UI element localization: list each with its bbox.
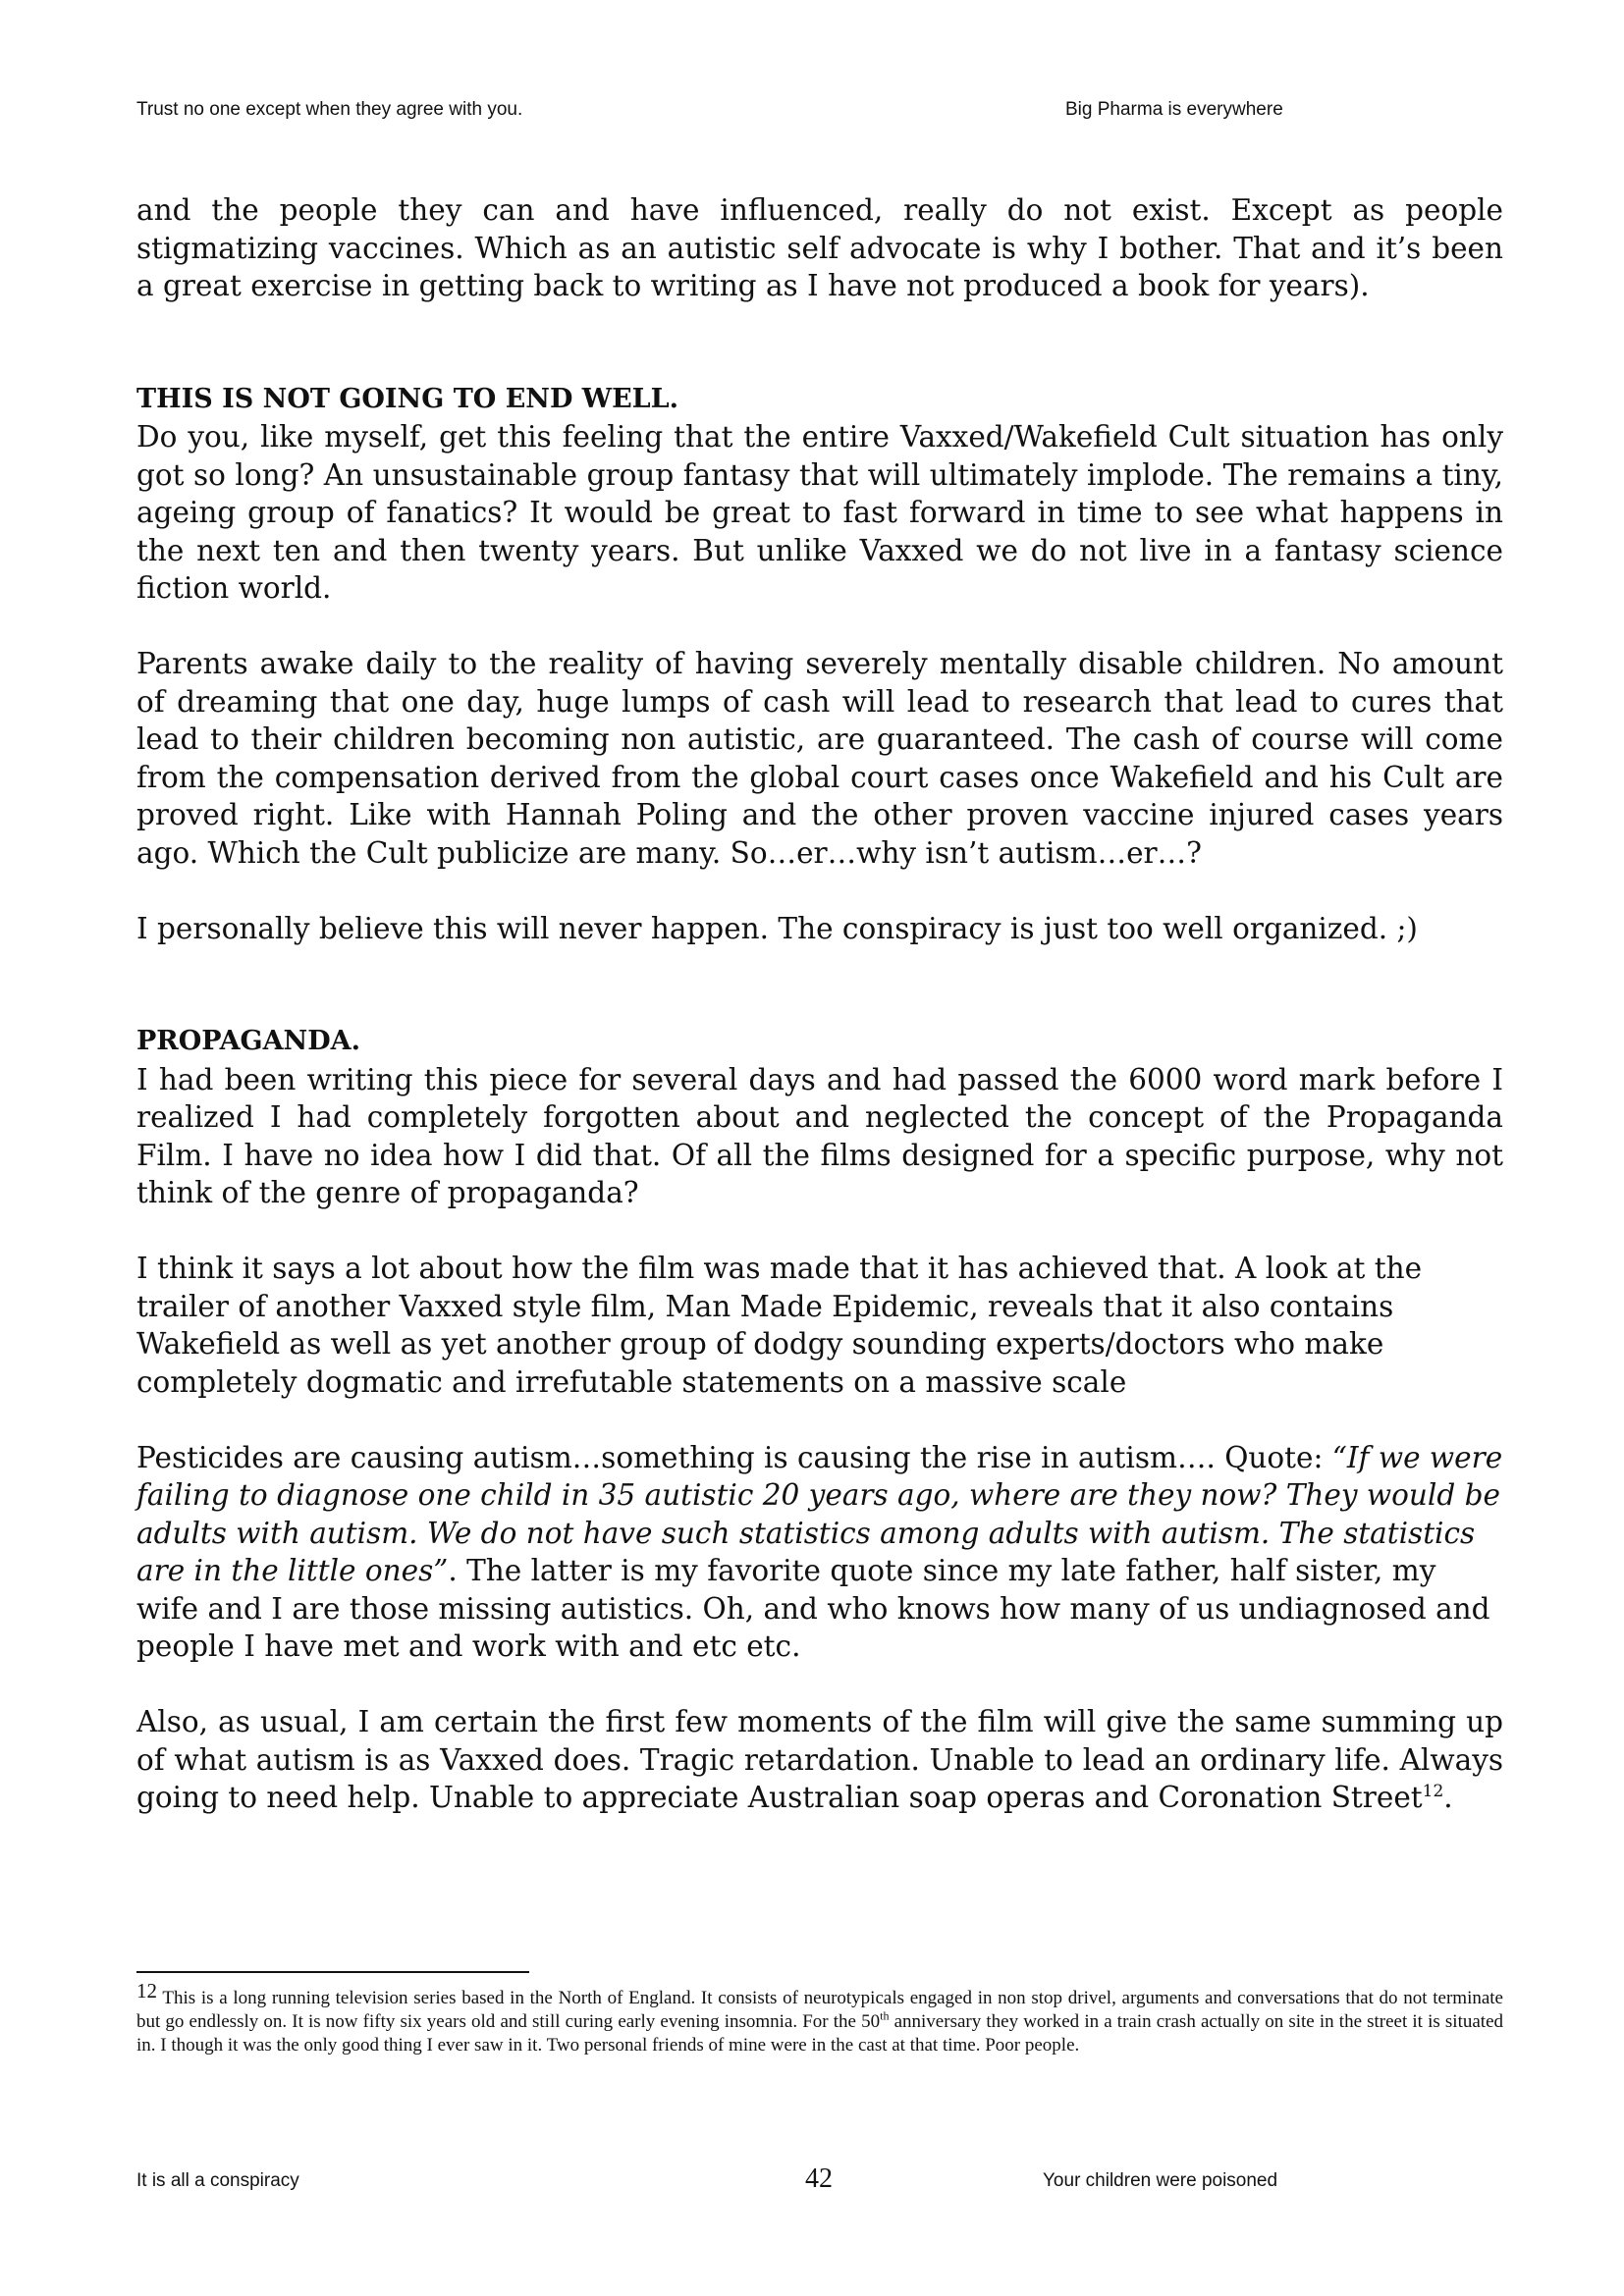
paragraph-7 [136, 1439, 1503, 1666]
main-text [136, 191, 1503, 1817]
paragraph-2: Do you, like myself, get this feeling that the entire Vaxxed/Wakefield Cult situation has only got so long? An unsustainable group fantasy that will ultimately implode. The remains a tiny, ageing group of fanatics? It would be great to fast forward in time to see what happens in the next ten and then twenty years. But unlike Vaxxed we do not live in a fantasy science fiction world. [136, 420, 1503, 605]
footnote-text-a: This is a long running television series based in the North of England. It consists of neurotypicals engaged in non stop drivel, arguments and conversations that do not terminate but go endlessly on. It is now fifty six years old and still curing early evening insomnia. For the 50 [136, 1988, 1503, 2032]
footnote-reference[interactable]: 12 [1422, 1782, 1444, 1802]
spacer [136, 1401, 1503, 1439]
paragraph-3: Parents awake daily to the reality of having severely mentally disable children. No amount of dreaming that one day, huge lumps of cash will lead to research that lead to cures that lead to their children becoming non autistic, are guaranteed. The cash of course will come from the compensation derived from the global court cases once Wakefield and his Cult are proved right. Like with Hannah Poling and the other proven vaccine injured cases years ago. Which the Cult publicize are many. So…er…why isn’t autism…er…? [136, 647, 1503, 870]
paragraph-8-text: Also, as usual, I am certain the first few moments of the film will give the same summing up of what autism is as Vaxxed does. Tragic retardation. Unable to lead an ordinary life. Always going to need help. Unable to appreciate Australian soap operas and Coronation Street [136, 1705, 1503, 1814]
header-right: Big Pharma is everywhere [1065, 99, 1283, 120]
paragraph-5: I had been writing this piece for several days and had passed the 6000 word mark before I realized I had completely forgotten about and neglected the concept of the Propaganda Film. I have no idea how I did that. Of all the films designed for a specific purpose, why not think of the genre of propaganda? [136, 1062, 1503, 1209]
spacer [136, 872, 1503, 910]
paragraph-6: I think it says a lot about how the film was made that it has achieved that. A look at the trailer of another Vaxxed style film, Man Made Epidemic, reveals that it also contains Wakefield as well as yet another group of dodgy sounding experts/doctors who make completely dogmatic and irrefutable statements on a massive scale [136, 1252, 1423, 1399]
paragraph-8-end: . [1443, 1781, 1453, 1814]
footnote [136, 1979, 1503, 2057]
spacer [136, 1212, 1503, 1251]
paragraph-4: I personally believe this will never happen. The conspiracy is just too well organized. ;) [136, 911, 1418, 945]
footnote-divider [136, 1971, 529, 1973]
spacer [136, 608, 1503, 646]
spacer [136, 1666, 1503, 1704]
paragraph-7-quote: “If we were failing to diagnose one child in 35 autistic 20 years ago, where are they now? They would be adults with autism. We do not have such statistics among adults with autism. The statistics are in the little ones” [136, 1440, 1503, 1587]
paragraph-8 [136, 1703, 1503, 1817]
paragraph-7-end: . The latter is my favorite quote since my late father, half sister, my wife and I are those missing autistics. Oh, and who knows how many of us undiagnosed and people I have met and work with and etc etc. [136, 1554, 1490, 1663]
footer-left: It is all a conspiracy [136, 2170, 299, 2191]
footer-right: Your children were poisoned [1043, 2170, 1278, 2191]
spacer [136, 305, 1503, 381]
footnote-number: 12 [136, 1979, 157, 2002]
footnote-text-b: anniversary they worked in a train crash actually on site in the street it is situated in. I though it was the only good thing I ever saw in it. Two personal friends of mine were in the cast at that time. Poor people. [136, 2011, 1503, 2056]
paragraph-1: and the people they can and have influenced, really do not exist. Except as people stigmatizing vaccines. Which as an autistic self advocate is why I bother. That and it’s been a great exercise in getting back to writing as I have not produced a book for years). [136, 193, 1503, 302]
paragraph-7-start: Pesticides are causing autism…something is causing the rise in autism…. Quote: [136, 1440, 1332, 1474]
header-left: Trust no one except when they agree with you. [136, 99, 523, 120]
footnote-ordinal: th [880, 2008, 890, 2023]
spacer [136, 947, 1503, 1023]
section-heading-1: THIS IS NOT GOING TO END WELL. [136, 383, 679, 414]
section-heading-2: PROPAGANDA. [136, 1026, 360, 1056]
page-number: 42 [805, 2163, 833, 2194]
